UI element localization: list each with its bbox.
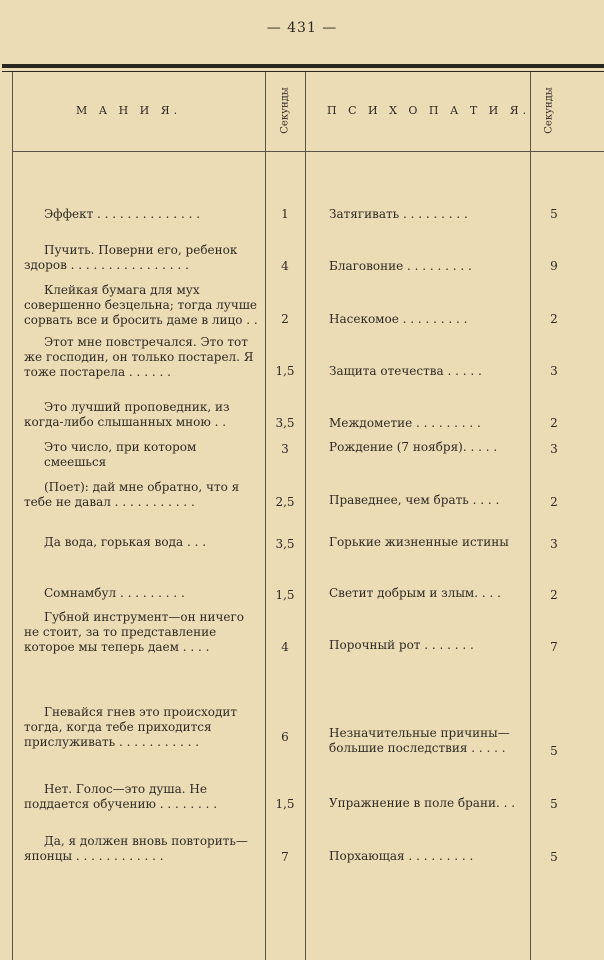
table-row-left: Эффект . . . . . . . . . . . . . . — [44, 207, 201, 221]
table-row-left: Губной инструмент—он ничего не стоит, за то представление которое мы теперь даем . . . . — [24, 610, 245, 654]
table-row-left: Это число, при котором смеешься — [44, 440, 197, 469]
table-row-seconds: 4 — [281, 640, 289, 654]
header-mania: М А Н И Я. — [76, 104, 182, 117]
table-row-seconds: 2,5 — [275, 495, 295, 509]
table-row-seconds: 1,5 — [275, 588, 295, 602]
table-row-seconds: 2 — [550, 416, 558, 430]
header-seconds-2: Секунды — [543, 87, 555, 134]
table-row-seconds: 5 — [550, 850, 558, 864]
column-divider — [530, 72, 531, 960]
table-row-seconds: 7 — [550, 640, 558, 654]
table-row-seconds: 5 — [550, 744, 558, 758]
table-row-seconds: 3,5 — [275, 416, 295, 430]
header-rule — [12, 151, 604, 152]
header-psychopathy: П С И Х О П А Т И Я. — [327, 104, 531, 117]
table-row-seconds: 7 — [281, 850, 289, 864]
table-row-seconds: 2 — [281, 312, 289, 326]
table-row-left: Пучить. Поверни его, ребенок здоров . . . . . . . . . . . . . . . . — [24, 243, 238, 272]
table-row-left: Гневайся гнев это происходит тогда, когда тебе приходится прислуживать . . . . . . . . . . . — [24, 705, 238, 749]
table-row-seconds: 5 — [550, 797, 558, 811]
table-row-right: Насекомое . . . . . . . . . — [329, 312, 468, 326]
table-left-border — [12, 72, 13, 960]
table-row-seconds: 3 — [550, 442, 558, 456]
page-number: — 431 — — [266, 20, 338, 36]
table-row-left: Да вода, горькая вода . . . — [44, 535, 207, 549]
column-divider — [305, 72, 306, 960]
table-row-seconds: 1,5 — [275, 364, 295, 378]
table-row-seconds: 9 — [550, 259, 558, 273]
table-row-left: Клейкая бумага для мух совершенно безцельна; тогда лучше сорвать все и бросить даме в лицо . . — [24, 283, 258, 327]
table-row-right: Упражнение в поле брани. . . — [329, 796, 516, 810]
table-row-right: Порочный рот . . . . . . . — [329, 638, 474, 652]
header-seconds-1: Секунды — [279, 87, 291, 134]
table-row-right: Порхающая . . . . . . . . . — [329, 849, 474, 863]
column-divider — [265, 72, 266, 960]
table-row-right: Горькие жизненные истины — [329, 535, 509, 549]
top-rule-thin — [2, 71, 604, 72]
table-row-right: Междометие . . . . . . . . . — [329, 416, 481, 430]
table-row-seconds: 1 — [281, 207, 289, 221]
table-row-seconds: 2 — [550, 588, 558, 602]
table-row-left: Да, я должен вновь повторить—японцы . . . . . . . . . . . . — [24, 834, 248, 863]
table-row-right: Затягивать . . . . . . . . . — [329, 207, 468, 221]
table-row-seconds: 3 — [550, 537, 558, 551]
table-row-seconds: 3 — [281, 442, 289, 456]
table-row-seconds: 3 — [550, 364, 558, 378]
table-row-right: Праведнее, чем брать . . . . — [329, 493, 500, 507]
table-row-seconds: 6 — [281, 730, 289, 744]
table-row-right: Рождение (7 ноября). . . . . — [329, 440, 498, 454]
table-row-left: Это лучший проповедник, из когда-либо слышанных мною . . — [24, 400, 230, 429]
table-row-left: Этот мне повстречался. Это тот же господин, он только постарел. Я тоже постарела . . . . . . — [24, 335, 254, 379]
table-row-seconds: 4 — [281, 259, 289, 273]
table-row-left: Нет. Голос—это душа. Не поддается обучению . . . . . . . . — [24, 782, 218, 811]
table-row-seconds: 1,5 — [275, 797, 295, 811]
table-row-left: Сомнамбул . . . . . . . . . — [44, 586, 185, 600]
table-row-seconds: 5 — [550, 207, 558, 221]
table-row-right: Светит добрым и злым. . . . — [329, 586, 501, 600]
table-row-left: (Поет): дай мне обратно, что я тебе не давал . . . . . . . . . . . — [24, 480, 240, 509]
table-row-seconds: 3,5 — [275, 537, 295, 551]
table-row-right: Защита отечества . . . . . — [329, 364, 482, 378]
table-row-right: Благовоние . . . . . . . . . — [329, 259, 472, 273]
table-row-right: Незначительные причины—большие последствия . . . . . — [329, 726, 510, 755]
table-row-seconds: 2 — [550, 312, 558, 326]
top-rule — [2, 64, 604, 68]
table-row-seconds: 2 — [550, 495, 558, 509]
